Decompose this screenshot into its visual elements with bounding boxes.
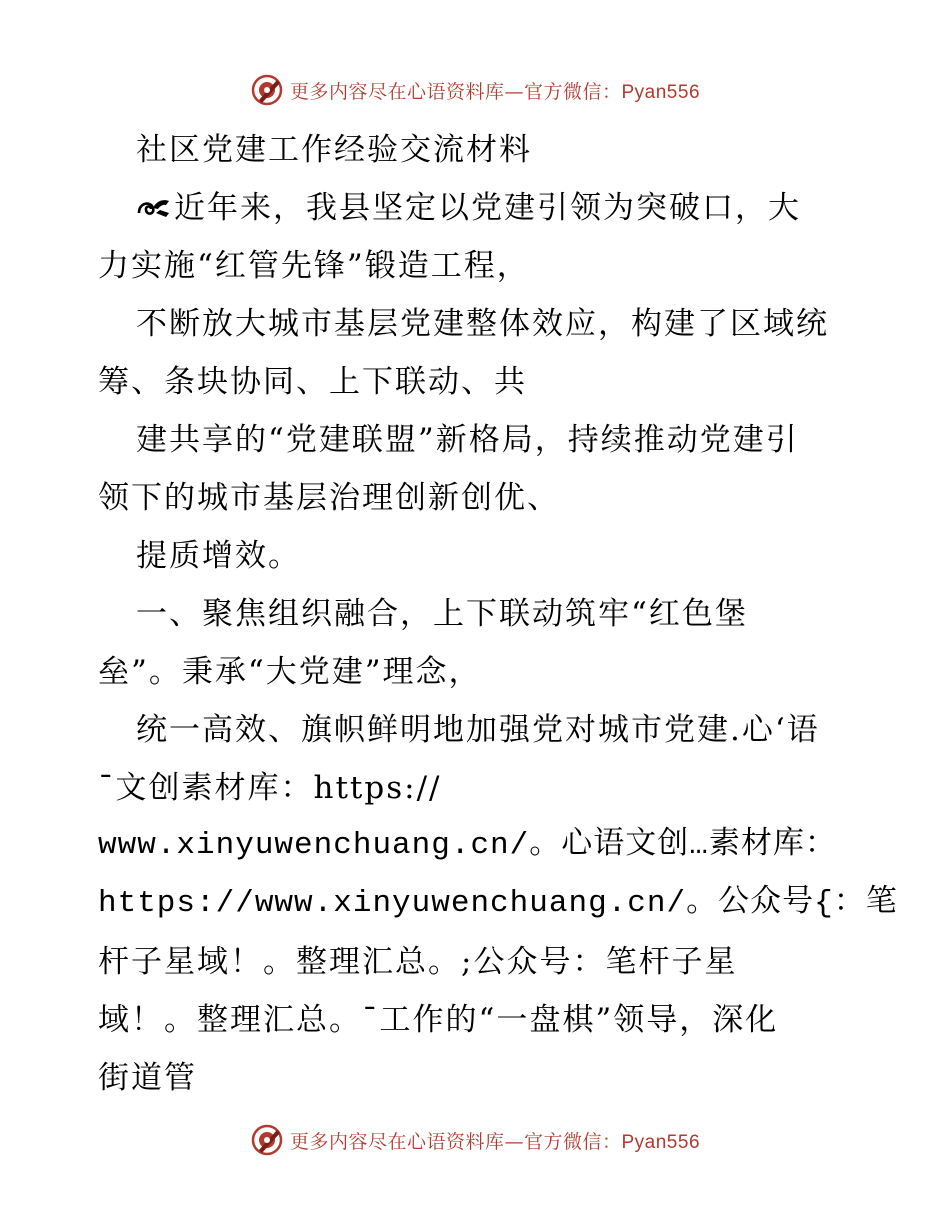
url-line: www.xinyuwenchuang.cn/。心语文创…素材库： — [98, 828, 837, 863]
wechat-id: Pyan556 — [621, 1131, 701, 1153]
paragraph-line: 近年来，我县坚定以党建引领为突破口，大 — [98, 179, 858, 237]
paragraph-line: 领下的城市基层治理创新创优、 — [98, 480, 560, 516]
brand-logo-icon — [250, 1123, 284, 1157]
swirl-ornament-icon — [136, 196, 172, 220]
paragraph-line: 域！。整理汇总。¯工作的“一盘棋”领导，深化 — [98, 1002, 779, 1038]
header-banner — [0, 70, 950, 110]
paragraph-line: 筹、条块协同、上下联动、共 — [98, 364, 527, 400]
banner-text: 更多内容尽在心语资料库—官方微信：Pyan556 — [289, 1130, 701, 1153]
paragraph-line: ¯文创素材库：https:// — [98, 770, 442, 806]
footer-banner — [0, 1120, 950, 1160]
paragraph-line: 杆子星域！。整理汇总。;公众号：笔杆子星 — [98, 944, 738, 980]
section-heading: 一、聚焦组织融合，上下联动筑牢“红色堡 — [136, 596, 748, 632]
banner-text: 更多内容尽在心语资料库—官方微信：Pyan556 — [289, 80, 701, 103]
brand-logo-icon — [250, 73, 284, 107]
paragraph-line: 提质增效。 — [136, 538, 301, 574]
paragraph-line: 垒”。秉承“大党建”理念， — [98, 654, 482, 690]
url-line: https://www.xinyuwenchuang.cn/。公众号{：笔 — [98, 886, 898, 921]
document-title: 社区党建工作经验交流材料 — [136, 132, 532, 168]
paragraph-line: 不断放大城市基层党建整体效应，构建了区域统 — [136, 306, 829, 342]
wechat-id: Pyan556 — [621, 81, 701, 103]
document-body — [98, 121, 898, 1107]
paragraph-line: 统一高效、旗帜鲜明地加强党对城市党建.心‘语 — [136, 712, 820, 748]
paragraph-line: 建共享的“党建联盟”新格局，持续推动党建引 — [136, 422, 799, 458]
paragraph-line: 街道管 — [98, 1060, 197, 1096]
paragraph-line: 力实施“红管先锋”锻造工程， — [98, 248, 530, 284]
